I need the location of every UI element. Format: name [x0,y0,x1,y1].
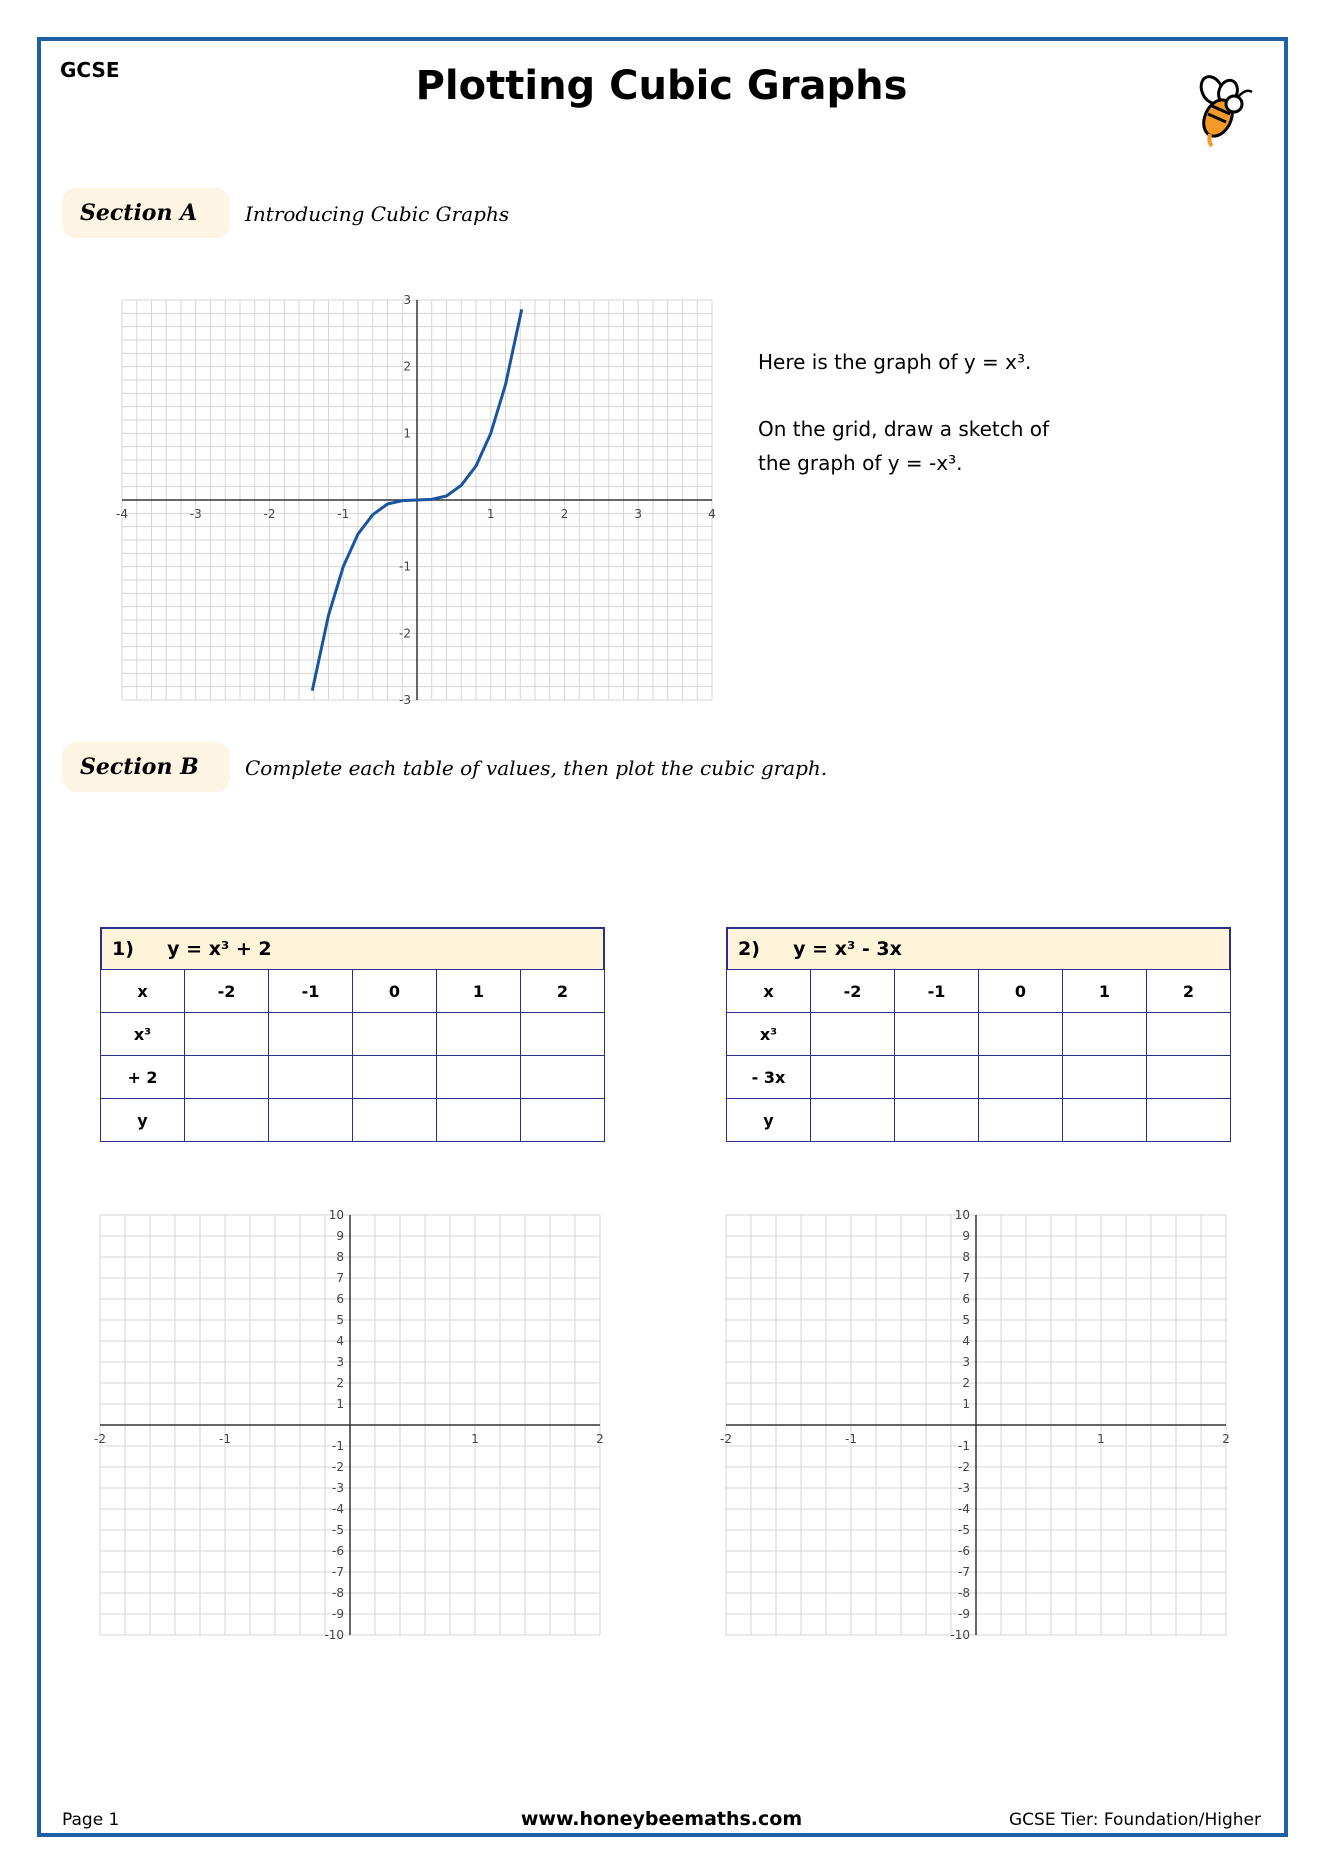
table-2-header [726,927,1231,969]
row-label-cell: x³ [101,1013,185,1056]
instruction-line-2: On the grid, draw a sketch of [758,417,1050,441]
answer-cell[interactable] [811,1013,895,1056]
table-1-equation: y = x³ + 2 [167,938,272,960]
row-label-cell: x³ [727,1013,811,1056]
y-tick-label: -7 [958,1565,970,1579]
answer-cell[interactable] [1063,1099,1147,1142]
x-tick-label: 1 [471,1432,479,1446]
table-row [727,970,1231,1013]
y-tick-label: 3 [962,1355,970,1369]
x-tick-label: 2 [560,507,569,521]
x-tick-label: 4 [708,507,716,521]
answer-cell[interactable] [1063,1056,1147,1099]
y-tick-label: 6 [336,1292,344,1306]
y-tick-label: -3 [958,1481,970,1495]
footer-tier: GCSE Tier: Foundation/Higher [1009,1810,1261,1830]
blank-graph-1[interactable] [90,1205,610,1645]
answer-cell[interactable] [353,1099,437,1142]
row-label-cell: y [727,1099,811,1142]
footer-page: Page 1 [62,1810,120,1830]
row-label-cell: + 2 [101,1056,185,1099]
y-tick-label: 2 [403,359,411,374]
answer-cell[interactable] [811,1099,895,1142]
answer-cell[interactable] [185,1099,269,1142]
x-value-cell: -1 [895,970,979,1013]
table-2-equation: y = x³ - 3x [793,938,902,960]
blank-graph-2[interactable] [716,1205,1236,1645]
answer-cell[interactable] [979,1013,1063,1056]
y-tick-label: -7 [332,1565,344,1579]
answer-cell[interactable] [437,1099,521,1142]
x-value-cell: -1 [269,970,353,1013]
y-tick-label: -9 [332,1607,344,1621]
x-value-cell: -2 [811,970,895,1013]
x-tick-label: 2 [1222,1432,1230,1446]
y-tick-label: -1 [958,1439,970,1453]
table-1-header [100,927,605,969]
y-tick-label: -6 [958,1544,970,1558]
answer-cell[interactable] [1147,1056,1231,1099]
y-tick-label: -10 [950,1628,970,1642]
answer-cell[interactable] [895,1056,979,1099]
x-tick-label: -4 [116,507,128,521]
y-tick-label: -3 [332,1481,344,1495]
answer-cell[interactable] [521,1056,605,1099]
x-tick-label: -1 [219,1432,231,1446]
row-label-cell: y [101,1099,185,1142]
x-value-cell: 1 [1063,970,1147,1013]
y-tick-label: -8 [958,1586,970,1600]
y-tick-label: -5 [332,1523,344,1537]
answer-cell[interactable] [185,1056,269,1099]
y-tick-label: 2 [962,1376,970,1390]
table-row [727,1099,1231,1142]
x-tick-label: -1 [845,1432,857,1446]
section-b-label: Section B [62,742,230,792]
x-value-cell: -2 [185,970,269,1013]
tier-label: GCSE [60,58,120,82]
y-tick-label: -4 [958,1502,970,1516]
answer-cell[interactable] [1063,1013,1147,1056]
table-2 [726,927,1231,1142]
y-tick-label: 9 [962,1229,970,1243]
answer-cell[interactable] [811,1056,895,1099]
table-1-number: 1) [112,938,134,960]
table-row [101,1056,605,1099]
answer-cell[interactable] [269,1013,353,1056]
answer-cell[interactable] [437,1056,521,1099]
x-tick-label: -2 [263,507,276,521]
y-tick-label: 9 [336,1229,344,1243]
y-tick-label: 2 [336,1376,344,1390]
answer-cell[interactable] [1147,1099,1231,1142]
footer-website: www.honeybeemaths.com [520,1808,803,1830]
x-label-cell: x [101,970,185,1013]
answer-cell[interactable] [353,1056,437,1099]
table-row [727,1056,1231,1099]
y-tick-label: 1 [403,426,411,441]
y-tick-label: 6 [962,1292,970,1306]
answer-cell[interactable] [353,1013,437,1056]
answer-cell[interactable] [979,1056,1063,1099]
y-tick-label: -9 [958,1607,970,1621]
answer-cell[interactable] [521,1099,605,1142]
y-tick-label: -2 [332,1460,344,1474]
table-row [727,1013,1231,1056]
y-tick-label: 1 [336,1397,344,1411]
answer-cell[interactable] [269,1099,353,1142]
answer-cell[interactable] [895,1013,979,1056]
answer-cell[interactable] [437,1013,521,1056]
table-2-grid [726,969,1231,1142]
y-tick-label: 4 [336,1334,344,1348]
y-tick-label: 10 [328,1208,344,1222]
y-tick-label: -2 [958,1460,970,1474]
y-tick-label: -10 [324,1628,344,1642]
answer-cell[interactable] [269,1056,353,1099]
y-tick-label: -8 [332,1586,344,1600]
answer-cell[interactable] [521,1013,605,1056]
y-tick-label: -1 [332,1439,344,1453]
x-tick-label: -3 [189,507,202,521]
x-tick-label: 2 [596,1432,604,1446]
y-tick-label: 3 [336,1355,344,1369]
x-tick-label: 1 [486,507,495,521]
page-title: Plotting Cubic Graphs [415,63,908,109]
x-tick-label: -2 [720,1432,732,1446]
y-tick-label: 8 [336,1250,344,1264]
answer-cell[interactable] [185,1013,269,1056]
x-tick-label: -1 [337,507,350,521]
y-tick-label: 5 [962,1313,970,1327]
answer-cell[interactable] [895,1099,979,1142]
instruction-line-3: the graph of y = -x³. [758,451,963,475]
y-tick-label: 5 [336,1313,344,1327]
y-tick-label: -4 [332,1502,344,1516]
x-tick-label: 1 [1097,1432,1105,1446]
y-tick-label: -5 [958,1523,970,1537]
cubic-graph-chart [100,290,740,720]
x-label-cell: x [727,970,811,1013]
row-label-cell: - 3x [727,1056,811,1099]
instruction-line-1: Here is the graph of y = x³. [758,350,1032,374]
answer-cell[interactable] [979,1099,1063,1142]
y-tick-label: -2 [399,626,411,641]
x-tick-label: -2 [94,1432,106,1446]
y-tick-label: -3 [399,693,411,707]
y-tick-label: 3 [403,293,411,307]
y-tick-label: 8 [962,1250,970,1264]
x-value-cell: 1 [437,970,521,1013]
answer-cell[interactable] [1147,1013,1231,1056]
y-tick-label: 4 [962,1334,970,1348]
table-row [101,1013,605,1056]
honeybee-icon [1190,70,1260,150]
section-a-instructions [758,345,1049,480]
table-row [101,970,605,1013]
section-b-description: Complete each table of values, then plot the cubic graph. [245,756,828,780]
y-tick-label: 7 [336,1271,344,1285]
table-1-grid [100,969,605,1142]
table-row [101,1099,605,1142]
y-tick-label: 10 [954,1208,970,1222]
y-tick-label: -6 [332,1544,344,1558]
x-value-cell: 0 [353,970,437,1013]
x-tick-label: 3 [634,507,643,521]
table-2-number: 2) [738,938,760,960]
x-value-cell: 0 [979,970,1063,1013]
x-value-cell: 2 [1147,970,1231,1013]
section-a-description: Introducing Cubic Graphs [245,202,510,226]
x-value-cell: 2 [521,970,605,1013]
y-tick-label: 7 [962,1271,970,1285]
table-1 [100,927,605,1142]
y-tick-label: -1 [399,559,411,574]
section-a-label: Section A [62,188,230,238]
y-tick-label: 1 [962,1397,970,1411]
